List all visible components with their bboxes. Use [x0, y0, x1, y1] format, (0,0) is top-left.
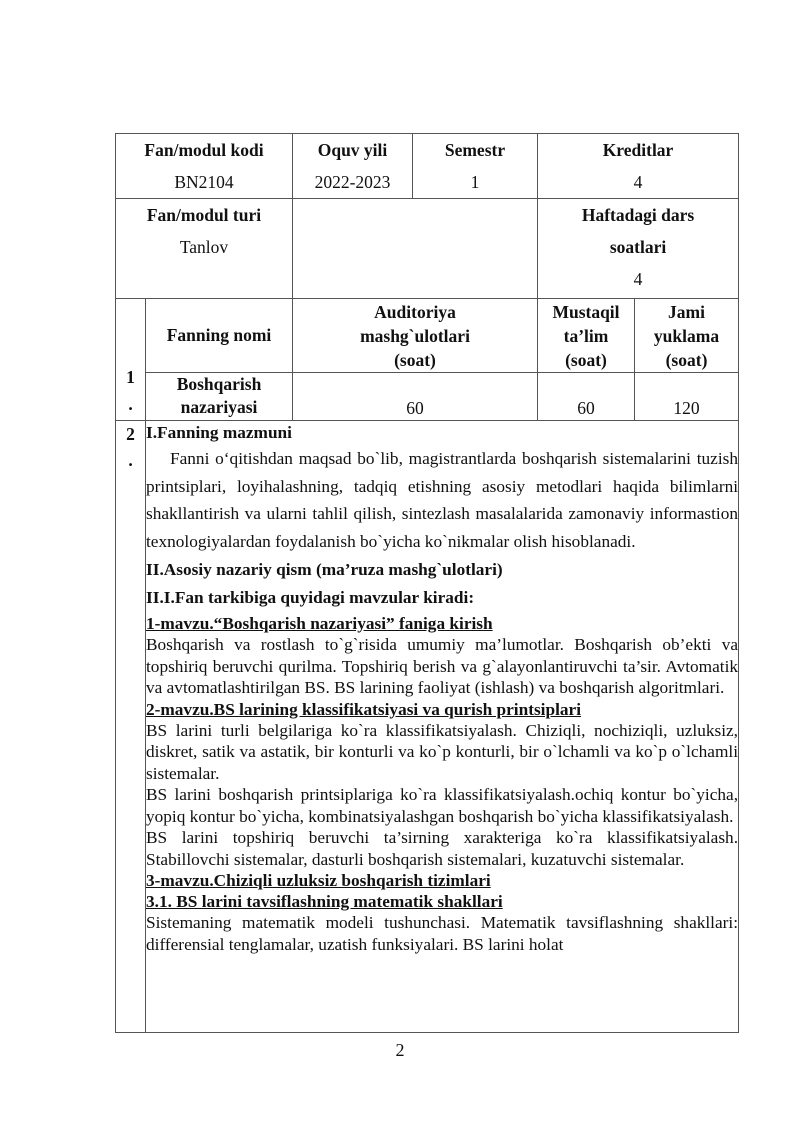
independent-label-3: (soat)	[565, 350, 607, 370]
total-label-2: yuklama	[653, 326, 720, 346]
total-value-cell	[635, 373, 739, 421]
weekly-value: 4	[633, 269, 643, 289]
code-label: Fan/modul kodi	[144, 140, 264, 160]
topic2-text-3: BS larini topshiriq beruvchi ta’sirning xarakteriga ko`ra klassifikatsiyalash. Stabillovchi sistemalar, dasturli boshqarish sistemalari, kuzatuvchi sistemalar.	[146, 828, 739, 869]
independent-label-1: Mustaqil	[552, 302, 620, 322]
semester-value: 1	[470, 172, 480, 192]
semester-label: Semestr	[444, 140, 506, 160]
code-value: BN2104	[174, 172, 234, 192]
auditory-label-2: mashg`ulotlari	[360, 326, 470, 346]
year-label: Oquv yili	[317, 140, 388, 160]
row2-dot: .	[128, 450, 133, 470]
auditory-label-3: (soat)	[394, 350, 436, 370]
topic3-sub: 3.1. BS larini tavsiflashning matematik shakllari	[146, 892, 503, 911]
subject-name-label: Fanning nomi	[166, 325, 272, 345]
independent-label-cell	[538, 299, 635, 373]
subject-name-cell	[146, 373, 293, 421]
topic2-text-2: BS larini boshqarish printsiplariga ko`ra klassifikatsiyalash.ochiq kontur bo`yicha, yopiq kontur bo`yicha, kombinatsiyalashgan boshqarish bo`yicha klassifikatsiyalash.	[146, 785, 739, 826]
type-cell	[116, 199, 293, 299]
row1-number: 1	[126, 367, 135, 387]
page-number: 2	[395, 1040, 405, 1060]
semester-cell	[413, 134, 538, 199]
topic1-text: Boshqarish va rostlash to`g`risida umumiy ma’lumotlar. Boshqarish ob’ekti va topshiriq beruvchi qurilma. Topshiriq berish va g`alayonlantiruvchi ta’sir. Avtomatik va avtomatlashtirilgan BS. BS larining faoliyat (ishlash) va boshqarish algoritmlari.	[146, 635, 739, 697]
type-label: Fan/modul turi	[146, 205, 262, 225]
course-table	[115, 133, 739, 1033]
weekly-label-1: Haftadagi dars	[581, 205, 695, 225]
weekly-label-2: soatlari	[609, 237, 667, 257]
empty-cell	[293, 199, 538, 299]
weekly-cell	[538, 199, 739, 299]
row1-dot: .	[128, 394, 133, 414]
independent-label-2: ta’lim	[563, 326, 609, 346]
topic3-title: 3-mavzu.Chiziqli uzluksiz boshqarish tizimlari	[146, 871, 491, 890]
auditory-label-1: Auditoriya	[374, 302, 456, 322]
type-value: Tanlov	[179, 237, 229, 257]
auditory-label-cell	[293, 299, 538, 373]
subject-name-2: nazariyasi	[180, 397, 258, 417]
independent-value: 60	[577, 398, 595, 418]
code-cell	[116, 134, 293, 199]
credits-value: 4	[633, 172, 643, 192]
subject-name-1: Boshqarish	[176, 374, 262, 394]
credits-label: Kreditlar	[602, 140, 674, 160]
topic1-title: 1-mavzu.“Boshqarish nazariyasi” faniga kirish	[146, 614, 493, 633]
content-cell	[146, 421, 739, 1033]
subject-name-label-cell	[146, 299, 293, 373]
topic2-text-1: BS larini turli belgilariga ko`ra klassifikatsiyalash. Chiziqli, nochiziqli, uzluksiz, diskret, satik va astatik, bir konturli va ko`p konturli, bir o`lchamli va ko`p o`lchamli sistemalar.	[146, 720, 739, 783]
total-label-3: (soat)	[665, 350, 708, 370]
independent-value-cell	[538, 373, 635, 421]
total-label-1: Jami	[668, 302, 705, 322]
section1-title: I.Fanning mazmuni	[146, 423, 292, 442]
auditory-value-cell	[293, 373, 538, 421]
row2-number: 2	[126, 424, 135, 444]
auditory-value: 60	[406, 398, 424, 418]
topic2-title: 2-mavzu.BS larining klassifikatsiyasi va qurish printsiplari	[146, 699, 582, 719]
total-label-cell	[635, 299, 739, 373]
year-cell	[293, 134, 413, 199]
total-value: 120	[673, 398, 700, 418]
row-number-2	[116, 421, 146, 1033]
section2-sub: II.I.Fan tarkibiga quyidagi mavzular kiradi:	[146, 588, 475, 607]
topic3-text: Sistemaning matematik modeli tushunchasi. Matematik tavsiflashning shakllari: differensial tenglamalar, uzatish funksiyalari. BS larini holat	[146, 913, 739, 954]
credits-cell	[538, 134, 739, 199]
year-value: 2022-2023	[314, 172, 391, 192]
section1-text: Fanni o‘qitishdan maqsad bo`lib, magistrantlarda boshqarish sistemalarini tuzish printsiplari, loyihalashning, tadqiq etishning asosiy metodlari haqida bilimlarni shakllantirish va ularni tahlil qilish, sintezlash masalalarida zamonaviy informastion texnologiyalardan foydalanish bo`yicha ko`nikmalar olish hisoblanadi.	[146, 449, 739, 551]
row-number-1	[116, 299, 146, 421]
section2-title: II.Asosiy nazariy qism (ma’ruza mashg`ulotlari)	[146, 560, 503, 579]
